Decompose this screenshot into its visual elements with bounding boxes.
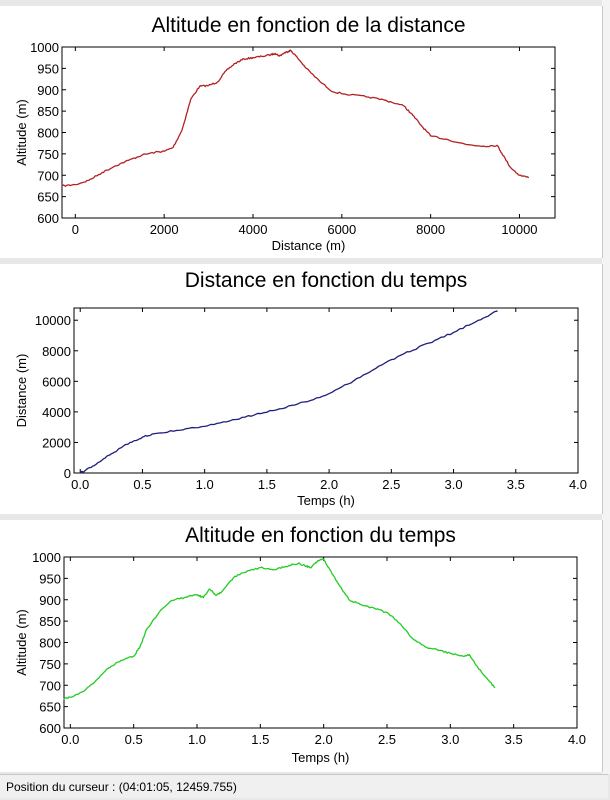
x-tick-label: 4.0 [568,477,588,492]
y-tick-label: 2000 [42,435,71,451]
x-tick-label: 2.0 [314,732,333,747]
x-tick-label: 3.5 [504,732,523,747]
x-tick-label: 4.0 [567,732,587,747]
chart-title: Altitude en fonction du temps [185,524,456,547]
plot-area[interactable] [74,308,578,473]
y-tick-label: 800 [37,125,59,141]
x-tick-label: 8000 [416,222,446,237]
cursor-position-text: Position du curseur : (04:01:05, 12459.755) [6,780,237,794]
x-tick-label: 2000 [149,222,179,237]
x-tick-label: 0.5 [133,477,152,492]
x-tick-label: 6000 [327,222,357,237]
x-axis-label: Distance (m) [271,238,346,253]
x-tick-label: 0 [71,222,79,237]
y-tick-label: 750 [37,146,59,162]
y-tick-label: 4000 [42,404,71,420]
y-axis-label: Altitude (m) [14,99,29,166]
x-tick-label: 2.0 [320,477,339,492]
y-tick-label: 700 [37,168,59,184]
chart-distance-time[interactable] [0,264,602,514]
chart-panel-altitude-time [0,520,603,772]
x-tick-label: 4000 [238,222,268,237]
x-tick-label: 3.0 [441,732,460,747]
y-tick-label: 10000 [34,313,71,329]
x-tick-label: 0.5 [124,732,143,747]
x-tick-label: 0.0 [61,732,80,747]
y-tick-label: 600 [37,211,59,226]
plot-area[interactable] [64,557,577,728]
y-tick-label: 750 [39,656,61,672]
y-axis-label: Altitude (m) [14,609,29,676]
y-tick-label: 950 [39,571,61,587]
chart-altitude-time[interactable] [0,520,602,772]
y-tick-label: 650 [39,699,61,715]
chart-altitude-distance[interactable] [0,6,602,258]
y-tick-label: 950 [37,61,59,77]
x-tick-label: 3.0 [444,477,463,492]
y-tick-label: 800 [39,635,61,651]
y-axis-label: Distance (m) [14,353,29,428]
x-tick-label: 2.5 [377,732,397,747]
y-tick-label: 850 [39,614,61,630]
x-tick-label: 0.0 [71,477,90,492]
x-tick-label: 1.0 [187,732,207,747]
y-tick-label: 6000 [42,374,71,390]
y-tick-label: 600 [39,721,61,736]
chart-panel-distance-time [0,264,603,514]
y-tick-label: 1000 [32,550,61,565]
y-tick-label: 700 [39,678,61,694]
x-tick-label: 3.5 [506,477,525,492]
y-tick-label: 8000 [42,343,71,359]
plot-area[interactable] [62,47,555,218]
x-tick-label: 1.5 [251,732,270,747]
y-tick-label: 0 [63,466,71,481]
status-bar [0,774,608,798]
window-right-edge [602,0,610,774]
y-tick-label: 900 [39,592,61,608]
y-tick-label: 650 [37,189,59,205]
chart-title: Altitude en fonction de la distance [151,14,466,37]
x-axis-label: Temps (h) [297,493,355,508]
chart-title: Distance en fonction du temps [184,269,468,292]
y-tick-label: 850 [37,104,59,120]
x-tick-label: 10000 [501,222,538,237]
x-axis-label: Temps (h) [291,750,350,765]
chart-panel-altitude-distance [0,6,603,258]
y-tick-label: 1000 [30,40,59,55]
x-tick-label: 1.0 [195,477,214,492]
x-tick-label: 2.5 [382,477,401,492]
x-tick-label: 1.5 [257,477,276,492]
y-tick-label: 900 [37,82,59,98]
